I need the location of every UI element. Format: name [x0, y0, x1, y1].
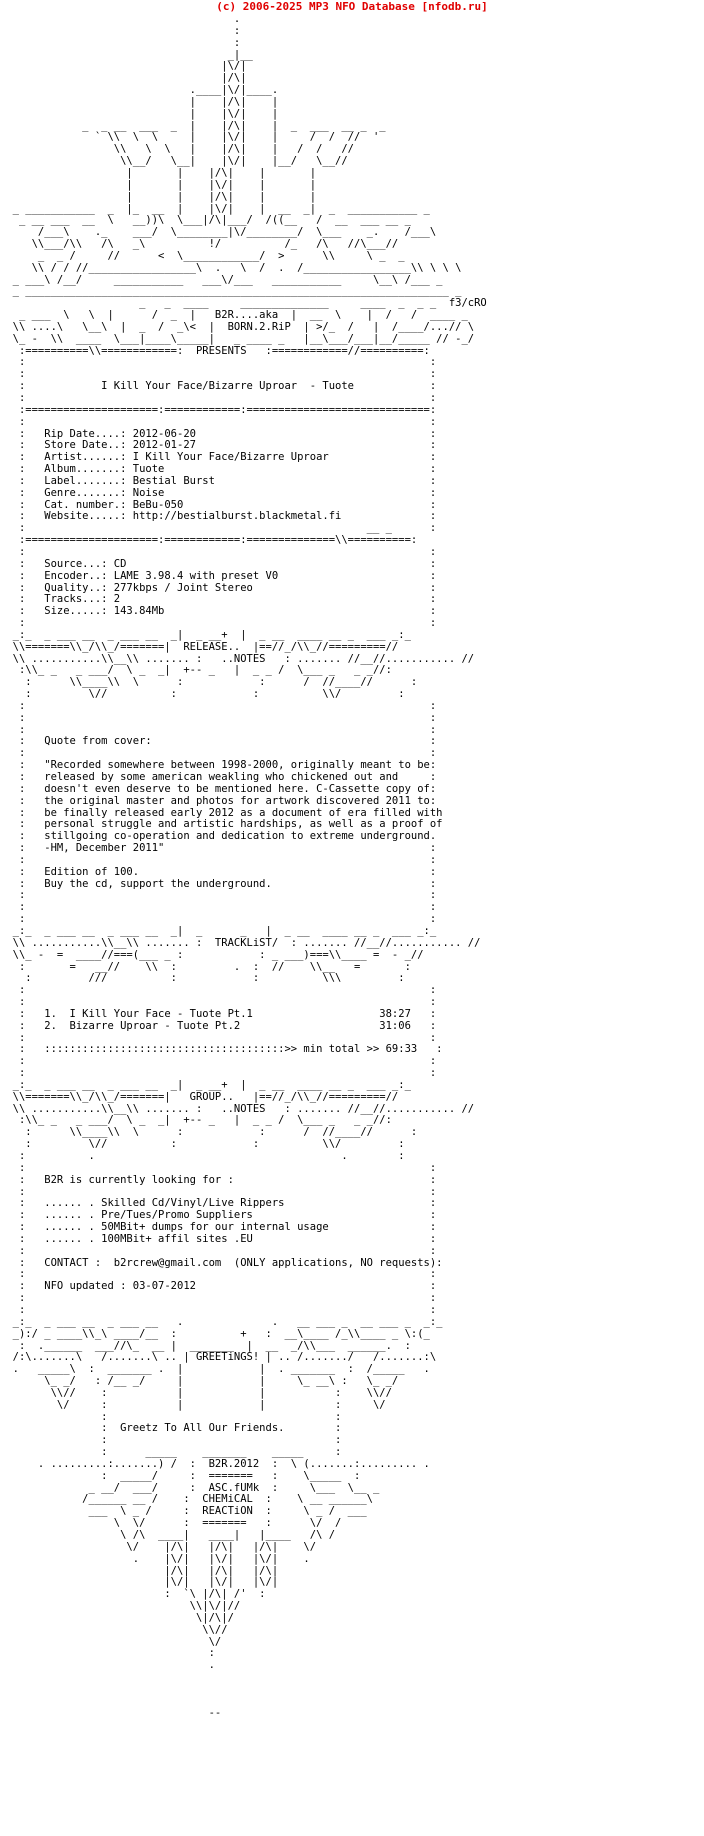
- site-copyright-header: (c) 2006-2025 MP3 NFO Database [nfodb.ru]: [216, 0, 488, 13]
- nfo-ascii-document: . : : _|__ |\/| |/\| .____|\/|____. | |/\| | | |\/| | _ _ __ ___ _ | |/\| | _ ___ __ _ _ ` \\ \ \ | |\/| | / / // ' \\ \ \ | |/\| | / / // \\__/ \__| |\/| |__/ \__// | | |/\| | | | | |\/| | | | | |/\| | | _ ___________ _ |_ __ | |\/| | __ _| _ ___________ _ _ __ ___ __ \ __))\ \___|/\|___/ /((__ / __ ___ __ _ /___\ ._ ___/ \________|\/________/ \___ _. /___\ \\___/\\ /\ _\ !/ /_ /\ //\___// _ _ / // < \____________/ > \\ \ _ _ \\ / / //_________________\ . \ / . /_________________\\ \ \ \ _ ___\ /__/ ___________ ___\/___ ___________ \__\ /___ _ _ ___________________________________________________________________ _ _ _ ____ ______________ ____ _ _ _ f3/cRO _ ___ \ \ | / _ | B2R....aka | __ \ | / / ____ _ \\ ....\ \__\ | _ / _\< | BORN.2.RiP | >/_ / | /____/...// \ \_ - \\ ____ \___|____\_____| _ ____ _ |__\___/___|__/_____ // -_/ :==========\\============: PRESENTS :============//==========: : : : : : I Kill Your Face/Bizarre Uproar - Tuote : : : :=====================:============:=============================: : : : Rip Date....: 2012-06-20 : : Store Date..: 2012-01-27 : : Artist......: I Kill Your Face/Bizarre Uproar : : Album.......: Tuote : : Label.......: Bestial Burst : : Genre.......: Noise : : Cat. number.: BeBu-050 : : Website.....: http://bestialburst.blackmetal.fi : : __ _ : :=====================:============:==============\\==========: : : : Source...: CD : : Encoder..: LAME 3.98.4 with preset V0 : : Quality..: 277kbps / Joint Stereo : : Tracks...: 2 : : Size.....: 143.84Mb : : : _:_ _ ___ __ _ ___ __ _| _ __+ | _ __ ____ __ _ ___ _:_ \\=======\\_/\\_/=======| RELEASE.. |==//_/\\_//=========// \\ ...........\\__\\ ....... : ..NOTES : ....... //__//........... // :\\_ _ _ ___/ \ _ _| +-- _ | _ _ / \___ _ _ _//: : \\____\\ \ : : / //____// : : \// : : \\/ : : : : : : : : Quote from cover: : : : : "Recorded somewhere between 1998-2000, originally meant to be: : released by some american weakling who chickened out and : : doesn't even deserve to be mentioned here. C-Cassette copy of: : the original master and photos for artwork discovered 2011 to: : be finally released early 2012 as a document of era filled with : personal struggle and artistic hardships, as well as a proof of : stillgoing co-operation and dedication to extreme underground. : -HM, December 2011" : : : : Edition of 100. : : Buy the cd, support the underground. : : : : : : : _:_ _ ___ __ _ ___ __ _| _ _ | _ __ ____ __ _ ___ _:_ \\ ...........\\__\\ ....... : TRACKLiST/ : ....... //__//........... // \\_ - = ____//===(___ _ : : _ ___)===\\____ = - _// : = __// \\ : . : // \\__ = : : /// : : \\\ : : : : : : 1. I Kill Your Face - Tuote Pt.1 38:27 : : 2. Bizarre Uproar - Tuote Pt.2 31:06 : : : : ::::::::::::::::::::::::::::::::::::::>> min total >> 69:33 : : : : : _:_ _ ___ __ _ ___ __ _| _ __+ | _ __ ____ __ _ ___ _:_ \\=======\\_/\\_/=======| GROUP.. |==//_/\\_//=========// \\ ...........\\__\\ ....... : ..NOTES : ....... //__//........... // :\\_ _ _ ___/ \ _ _| +-- _ | _ _ / \___ _ _ _//: : \\____\\ \ : : / //____// : : \// : : \\/ : : . . : : : : B2R is currently looking for : : : : : ...... . Skilled Cd/Vinyl/Live Rippers : : ...... . Pre/Tues/Promo Suppliers : : ...... . 50MBit+ dumps for our internal usage : : ...... . 100MBit+ affil sites .EU : : : : CONTACT : b2rcrew@gmail.com (ONLY applications, NO requests): : : : NFO updated : 03-07-2012 : : : : : _:_ _ ___ __ _ ___ __ . . __ ___ _ __ ___ _ _:_ _):/ _ ____\\_\ ____/__ : + : __\____ /_\\____ _ \:(_ : .______ ___//\_ __ | _______ | __ _/\\___ ______. : /:\.......\ /.......\ .. | GREETiNGS! | .. /......./ /.......:\ . _____\ : _______ . | | . _______ : /_____ . \_ _/ : /__ _/ | | \_ __\ : \_ _/ \\// : | | : \\// \/ : | | : \/ : : : Greetz To All Our Friends. : : : : _____ _______ _____ : . .........:.......) / : B2R.2012 : \ (.......:......... . : _____/ : ======= : \_____ : _ __/ ___/ : ASC.fUMk : \___ \__ _ /______ __ / : CHEMiCAL : \ __ ______\ ___ \ _ / : REACTiON : \ _ / ___ \ \/ : ======= : \/ / \ /\ ____| ____| |____ /\ / \/ |/\| |/\| |/\| \/ . |\/| |\/| |\/| . |/\| |/\| |/\| |\/| |\/| |\/| : `\ |/\| /' : \\|\/|// \|/\|/ \\// \/ : . --: [12, 14, 487, 1719]
